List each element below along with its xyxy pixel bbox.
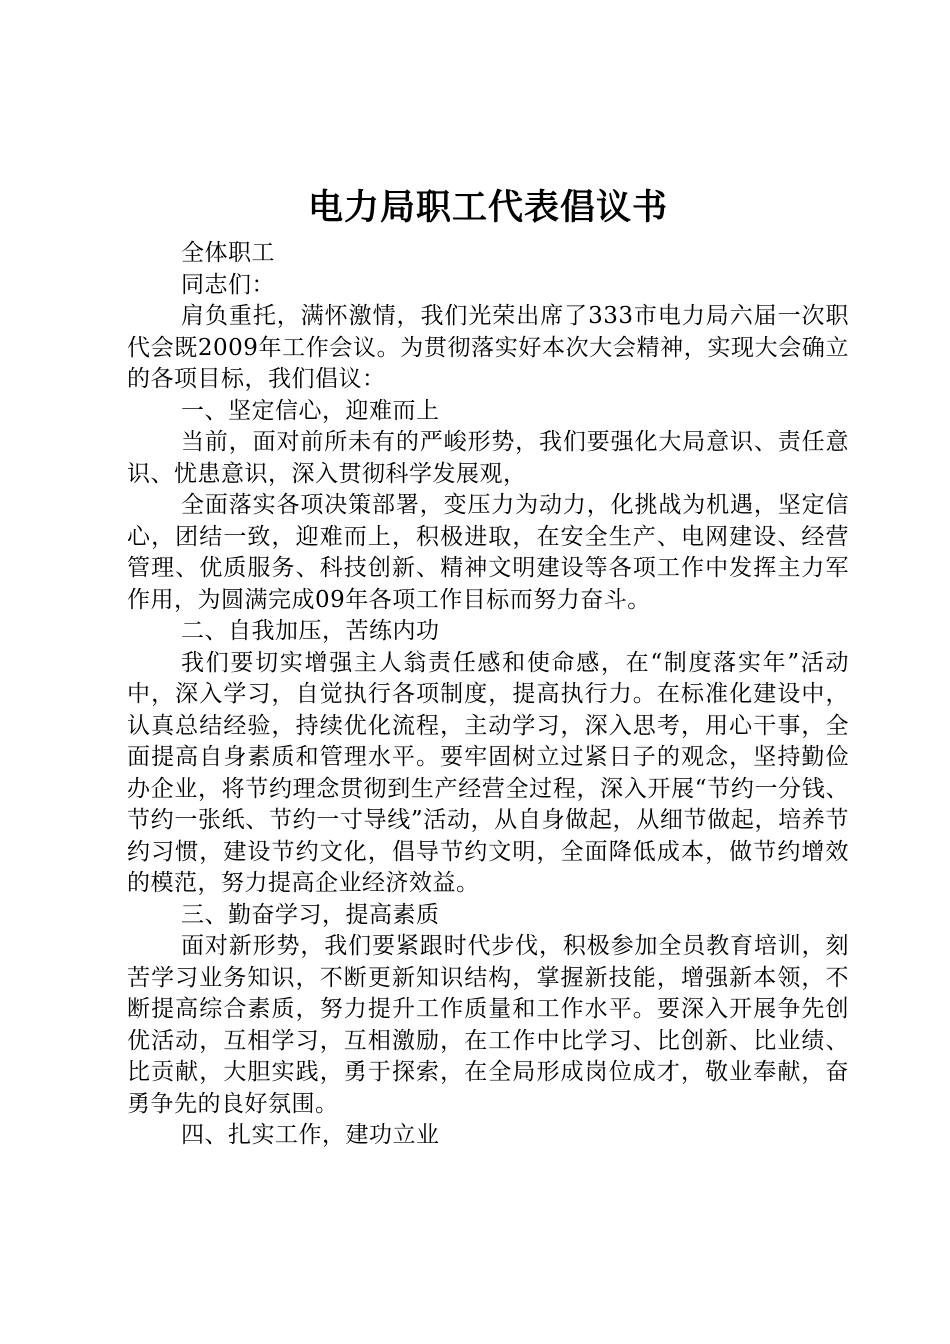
section-heading-2: 二、自我加压，苦练内功 [181, 618, 440, 644]
section-1-paragraph-2: 全面落实各项决策部署，变压力为动力，化挑战为机遇，坚定信心，团结一致，迎难而上，积极进取，在安全生产、电网建设、经营管理、优质服务、科技创新、精神文明建设等各项工作中发挥主力军作用，为圆满完成09年各项工作目标而努力奋斗。 [127, 492, 849, 613]
salutation-comrades: 同志们： [181, 271, 275, 298]
section-1-paragraph-1: 当前，面对前所未有的严峻形势，我们要强化大局意识、责任意识、忧患意识，深入贯彻科学发展观， [127, 429, 849, 487]
section-3-paragraph: 面对新形势，我们要紧跟时代步伐，积极参加全员教育培训，刻苦学习业务知识，不断更新知识结构，掌握新技能，增强新本领，不断提高综合素质，努力提升工作质量和工作水平。要深入开展争先创优活动，互相学习，互相激励，在工作中比学习、比创新、比业绩、比贡献，大胆实践，勇于探索，在全局形成岗位成才，敬业奉献，奋勇争先的良好氛围。 [127, 933, 849, 1117]
section-heading-3: 三、勤奋学习，提高素质 [181, 901, 440, 928]
document-page [127, 180, 849, 1152]
section-2-paragraph: 我们要切实增强主人翁责任感和使命感，在“制度落实年”活动中，深入学习，自觉执行各项制度，提高执行力。在标准化建设中，认真总结经验，持续优化流程，主动学习，深入思考，用心干事，全面提高自身素质和管理水平。要牢固树立过紧日子的观念，坚持勤俭办企业，将节约理念贯彻到生产经营全过程，深入开展“节约一分钱、节约一张纸、节约一寸导线”活动，从自身做起，从细节做起，培养节约习惯，建设节约文化，倡导节约文明，全面降低成本，做节约增效的模范，努力提高企业经济效益。 [127, 649, 849, 896]
section-heading-1: 一、坚定信心，迎难而上 [181, 397, 440, 424]
section-heading-4: 四、扎实工作，建功立业 [181, 1122, 440, 1148]
document-title: 电力局职工代表倡议书 [307, 188, 668, 228]
intro-paragraph: 肩负重托，满怀激情，我们光荣出席了333市电力局六届一次职代会既2009年工作会议。为贯彻落实好本次大会精神，实现大会确立的各项目标，我们倡议： [127, 303, 849, 392]
salutation-all-staff: 全体职工 [181, 240, 275, 266]
